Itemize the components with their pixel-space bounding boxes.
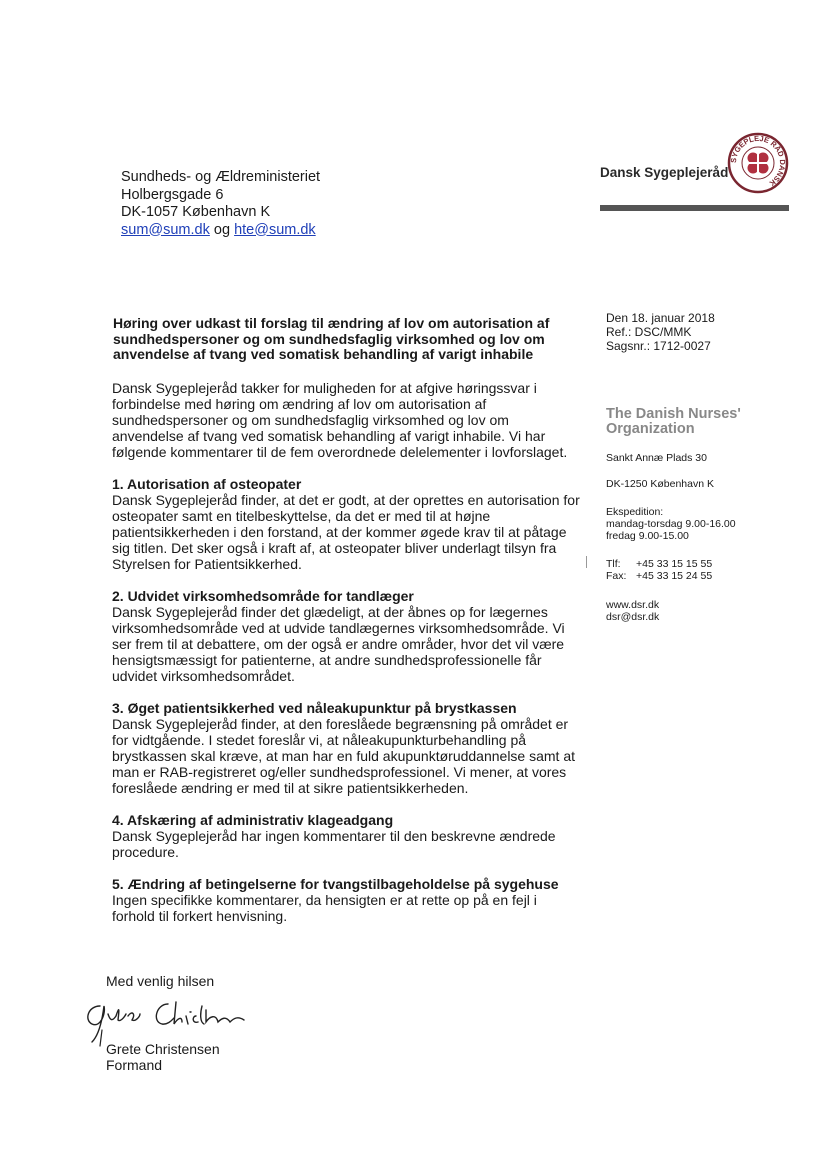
section-heading: 2. Udvidet virksomhedsområde for tandlæger [112, 588, 414, 604]
recipient-email-link-1[interactable]: sum@sum.dk [121, 221, 210, 238]
recipient-address [121, 169, 320, 239]
phone-label: Tlf: [606, 558, 621, 570]
section-text: Dansk Sygeplejeråd finder, at det er godt, at der oprettes en autorisation for osteopater samt en titelbeskyttelse, da det er med til at højne patientsikkerheden i den forstand, at der kommer øgede krav til at påtage sig titlen. Det sker også i kraft af, at osteopater bliver underlagt tilsyn fra Styrelsen for Patientsikkerhed. [112, 492, 580, 572]
signatory-name: Grete Christensen [106, 1041, 220, 1057]
recipient-email-link-2[interactable]: hte@sum.dk [234, 221, 316, 238]
recipient-street: Holbergsgade 6 [121, 186, 224, 203]
letter-case-number: Sagsnr.: 1712-0027 [606, 339, 711, 353]
section-2 [112, 588, 582, 684]
hours-weekday: mandag-torsdag 9.00-16.00 [606, 518, 736, 530]
letter-meta [606, 311, 715, 353]
phone-row [606, 558, 712, 570]
org-email-link[interactable]: dsr@dsr.dk [606, 611, 660, 623]
intro-paragraph: Dansk Sygeplejeråd takker for muligheden for at afgive høringssvar i forbindelse med høring om ændring af lov om autorisation af sundhedspersoner og om sundhedsfaglig virksomhed og lov om anvendelse af tvang ved somatisk behandling af varigt inhabile. Vi har følgende kommentarer til de fem overordnede delelementer i lovforslaget. [112, 380, 568, 460]
section-text: Ingen specifikke kommentarer, da hensigten er at rette op på en fejl i forhold til forkert henvisning. [112, 892, 537, 924]
org-hours [606, 506, 736, 542]
phone-value: +45 33 15 15 55 [636, 558, 713, 570]
section-4 [112, 812, 582, 860]
section-3 [112, 700, 582, 796]
letter-date: Den 18. januar 2018 [606, 311, 715, 325]
org-english-line-1: The Danish Nurses' [606, 406, 741, 422]
email-connector: og [213, 221, 231, 238]
recipient-emails [121, 222, 320, 240]
org-english-line-2: Organization [606, 421, 695, 437]
section-heading: 4. Afskæring af administrativ klageadgang [112, 812, 394, 828]
logo-divider-bar [600, 205, 789, 211]
letter-body [112, 380, 582, 924]
org-contact [606, 558, 712, 582]
section-1 [112, 476, 582, 572]
fax-row [606, 570, 712, 582]
section-text: Dansk Sygeplejeråd finder, at den foreslåede begrænsning på området er for vidtgående. I stedet foreslår vi, at nåleakupunkturbehandling på brystkassen skal kræve, at man har en fuld akupunktøruddannelse samt at man er RAB-registreret og/eller sundhedsprofessionel. Vi mener, at vores foreslåede ændring er med til at sikre patientsikkerheden. [112, 716, 576, 796]
section-text: Dansk Sygeplejeråd finder det glædeligt, at der åbnes op for lægernes virksomhedsområde ved at udvide tandlægernes virksomhedsområde. Vi ser frem til at debattere, om der også er andre områder, hvor det vil være hensigtsmæssigt for patienterne, at andre sundhedsprofessionelle får udvidet virksomhedsområdet. [112, 604, 565, 684]
org-seal-icon [727, 132, 789, 194]
handwritten-signature-icon [78, 992, 268, 1047]
org-logo-text: Dansk Sygeplejeråd [600, 165, 729, 180]
org-english-name [606, 407, 741, 437]
org-address-2: DK-1250 København K [606, 478, 714, 490]
section-heading: 3. Øget patientsikkerhed ved nåleakupunktur på brystkassen [112, 700, 517, 716]
section-heading: 1. Autorisation af osteopater [112, 476, 302, 492]
org-website-link[interactable]: www.dsr.dk [606, 599, 660, 611]
svg-text:SYGEPLEJE RÅD DANSK: SYGEPLEJE RÅD DANSK [728, 133, 788, 189]
hours-friday: fredag 9.00-15.00 [606, 530, 689, 542]
closing-greeting: Med venlig hilsen [106, 973, 215, 989]
section-text: Dansk Sygeplejeråd har ingen kommentarer til den beskrevne ændrede procedure. [112, 828, 556, 860]
recipient-city: DK-1057 København K [121, 204, 271, 220]
org-address-1: Sankt Annæ Plads 30 [606, 452, 707, 464]
letter-ref: Ref.: DSC/MMK [606, 325, 692, 339]
signatory [106, 1041, 220, 1073]
margin-mark [586, 556, 587, 568]
letter-subject: Høring over udkast til forslag til ændring af lov om autorisation af sundhedspersoner og om sundhedsfaglig virksomhed og lov om anvendelse af tvang ved somatisk behandling af varigt inhabile [113, 315, 550, 362]
org-web-contact [606, 599, 659, 623]
hours-label: Ekspedition: [606, 506, 664, 518]
section-heading: 5. Ændring af betingelserne for tvangstilbageholdelse på sygehuse [112, 876, 559, 892]
fax-value: +45 33 15 24 55 [636, 570, 713, 582]
signatory-title: Formand [106, 1057, 163, 1073]
fax-label: Fax: [606, 570, 627, 582]
section-5 [112, 876, 582, 924]
recipient-name: Sundheds- og Ældreministeriet [121, 169, 321, 185]
